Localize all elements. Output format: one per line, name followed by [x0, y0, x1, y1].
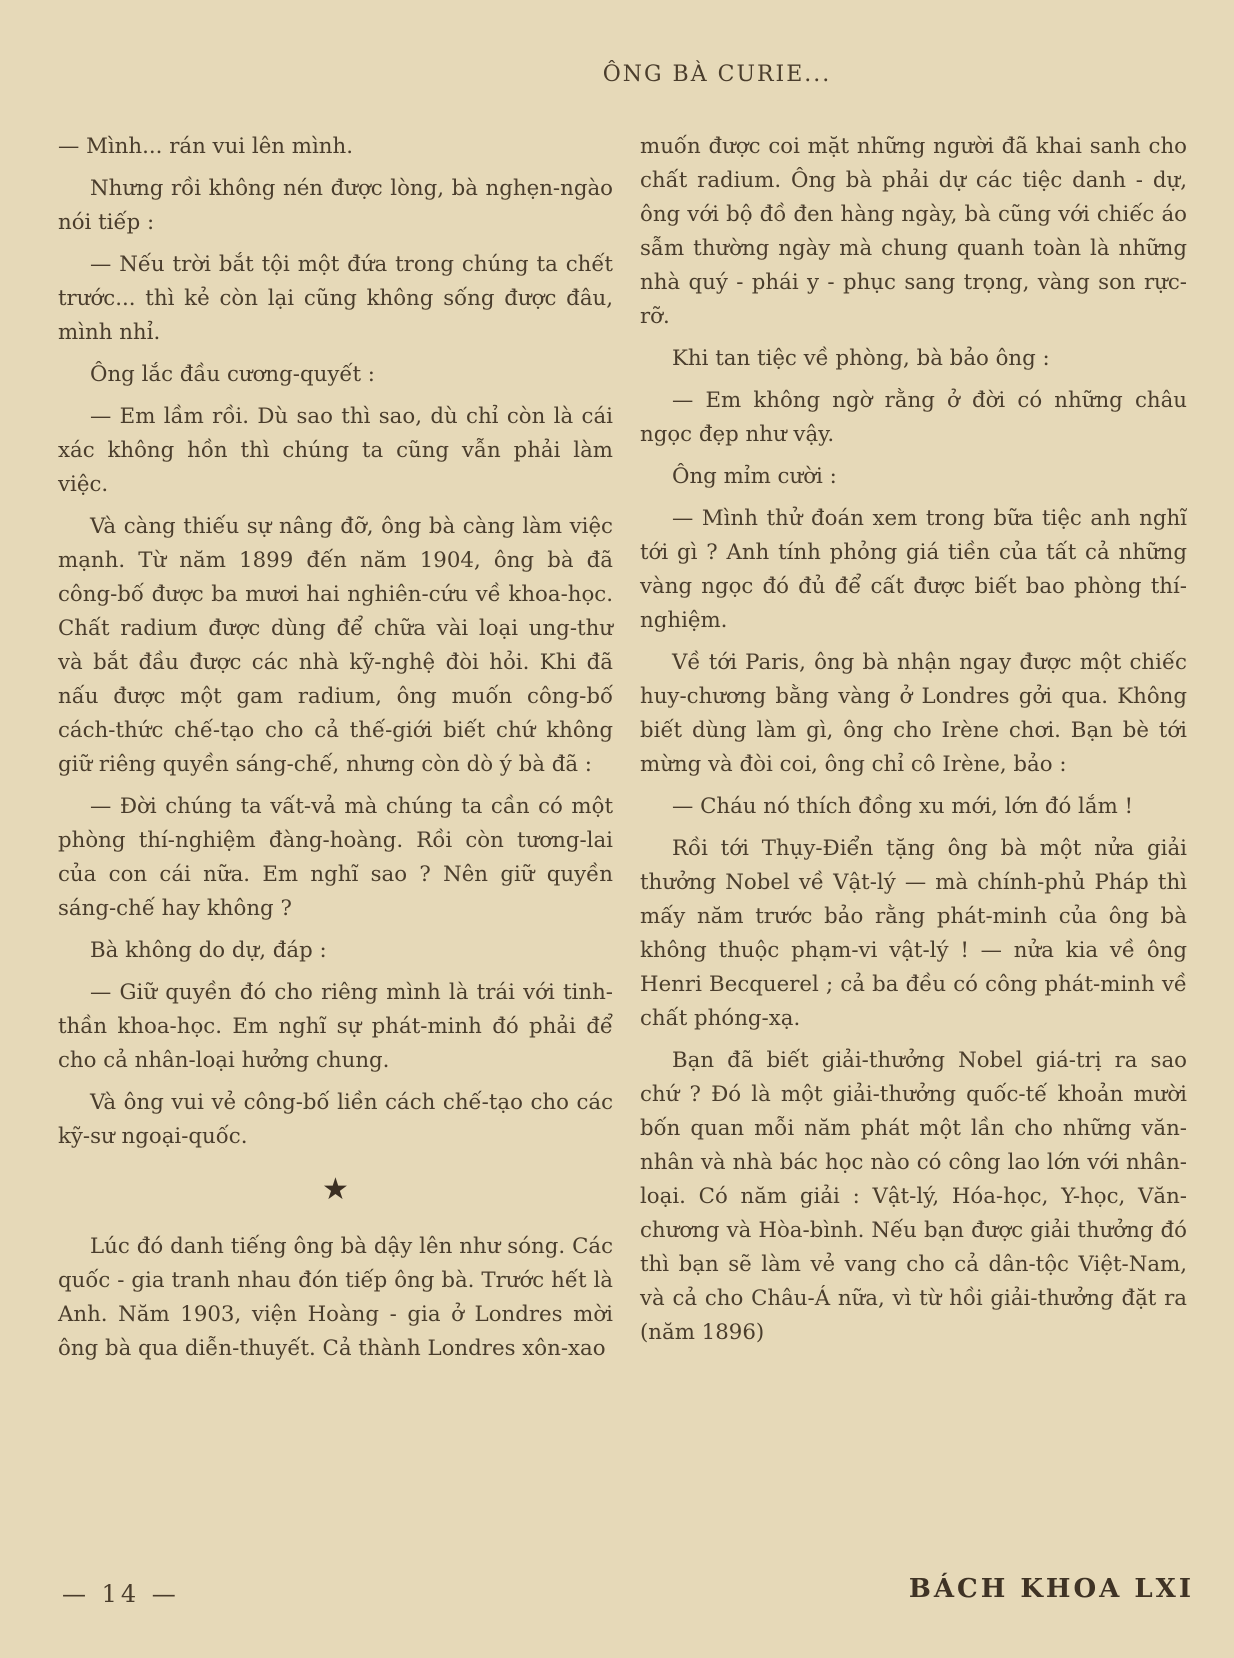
paragraph: — Mình... rán vui lên mình.: [58, 134, 353, 159]
paragraph: — Giữ quyền đó cho riêng mình là trái với tinh-thần khoa-học. Em nghĩ sự phát-minh đó phải để cho cả nhân-loại hưởng chung.: [58, 980, 613, 1073]
running-title: ÔNG BÀ CURIE...: [602, 62, 832, 87]
paragraph: Ông lắc đầu cương-quyết :: [90, 362, 375, 387]
paragraph: — Nếu trời bắt tội một đứa trong chúng ta chết trước... thì kẻ còn lại cũng không sống được đâu, mình nhỉ.: [58, 252, 613, 345]
left-column: [58, 130, 613, 1374]
paragraph: — Em lầm rồi. Dù sao thì sao, dù chỉ còn là cái xác không hồn thì chúng ta cũng vẫn phải làm việc.: [58, 404, 613, 497]
paragraph: Lúc đó danh tiếng ông bà dậy lên như sóng. Các quốc - gia tranh nhau đón tiếp ông bà. Trước hết là Anh. Năm 1903, viện Hoàng - gia ở Londres mời ông bà qua diễn-thuyết. Cả thành Londres xôn-xao: [58, 1234, 613, 1361]
paragraph: Khi tan tiệc về phòng, bà bảo ông :: [672, 346, 1050, 371]
paragraph: Ông mỉm cười :: [672, 464, 837, 489]
journal-title: BÁCH KHOA LXI: [908, 1574, 1194, 1604]
paragraph: Và càng thiếu sự nâng đỡ, ông bà càng làm việc mạnh. Từ năm 1899 đến năm 1904, ông bà đã công-bố được ba mươi hai nghiên-cứu về khoa-học. Chất radium được dùng để chữa vài loại ung-thư và bắt đầu được các nhà kỹ-nghệ đòi hỏi. Khi đã nấu được một gam radium, ông muốn công-bố cách-thức chế-tạo cho cả thế-giới biết chứ không giữ riêng quyền sáng-chế, nhưng còn dò ý bà đã :: [58, 514, 613, 777]
paragraph: — Mình thử đoán xem trong bữa tiệc anh nghĩ tới gì ? Anh tính phỏng giá tiền của tất cả những vàng ngọc đó đủ để cất được biết bao phòng thí-nghiệm.: [640, 506, 1187, 633]
paragraph: Bà không do dự, đáp :: [90, 938, 327, 963]
section-separator-star-icon: ★: [322, 1172, 349, 1207]
paragraph: muốn được coi mặt những người đã khai sanh cho chất radium. Ông bà phải dự các tiệc danh - dự, ông với bộ đồ đen hàng ngày, bà cũng với chiếc áo sẫm thường ngày mà chung quanh toàn là những nhà quý - phái y - phục sang trọng, vàng son rực-rỡ.: [640, 134, 1187, 329]
paragraph: — Cháu nó thích đồng xu mới, lớn đó lắm !: [672, 794, 1134, 819]
paragraph: Về tới Paris, ông bà nhận ngay được một chiếc huy-chương bằng vàng ở Londres gởi qua. Không biết dùng làm gì, ông cho Irène chơi. Bạn bè tới mừng và đòi coi, ông chỉ cô Irène, bảo :: [640, 650, 1187, 777]
paragraph: Bạn đã biết giải-thưởng Nobel giá-trị ra sao chứ ? Đó là một giải-thưởng quốc-tế khoản mười bốn quan mỗi năm phát một lần cho những văn-nhân và nhà bác học nào có công lao lớn với nhân-loại. Có năm giải : Vật-lý, Hóa-học, Y-học, Văn-chương và Hòa-bình. Nếu bạn được giải thưởng đó thì bạn sẽ làm vẻ vang cho cả dân-tộc Việt-Nam, và cả cho Châu-Á nữa, vì từ hồi giải-thưởng đặt ra (năm 1896): [640, 1048, 1187, 1345]
page-number: — 14 —: [62, 1580, 180, 1608]
paragraph: Rồi tới Thụy-Điển tặng ông bà một nửa giải thưởng Nobel về Vật-lý — mà chính-phủ Pháp thì mấy năm trước bảo rằng phát-minh của ông bà không thuộc phạm-vi vật-lý ! — nửa kia về ông Henri Becquerel ; cả ba đều có công phát-minh về chất phóng-xạ.: [640, 836, 1187, 1031]
paragraph: — Em không ngờ rằng ở đời có những châu ngọc đẹp như vậy.: [640, 388, 1187, 447]
paragraph: Nhưng rồi không nén được lòng, bà nghẹn-ngào nói tiếp :: [58, 176, 613, 235]
right-column: [640, 130, 1187, 1358]
paragraph: Và ông vui vẻ công-bố liền cách chế-tạo cho các kỹ-sư ngoại-quốc.: [58, 1090, 613, 1149]
paragraph: — Đời chúng ta vất-vả mà chúng ta cần có một phòng thí-nghiệm đàng-hoàng. Rồi còn tương-lai của con cái nữa. Em nghĩ sao ? Nên giữ quyền sáng-chế hay không ?: [58, 794, 613, 921]
